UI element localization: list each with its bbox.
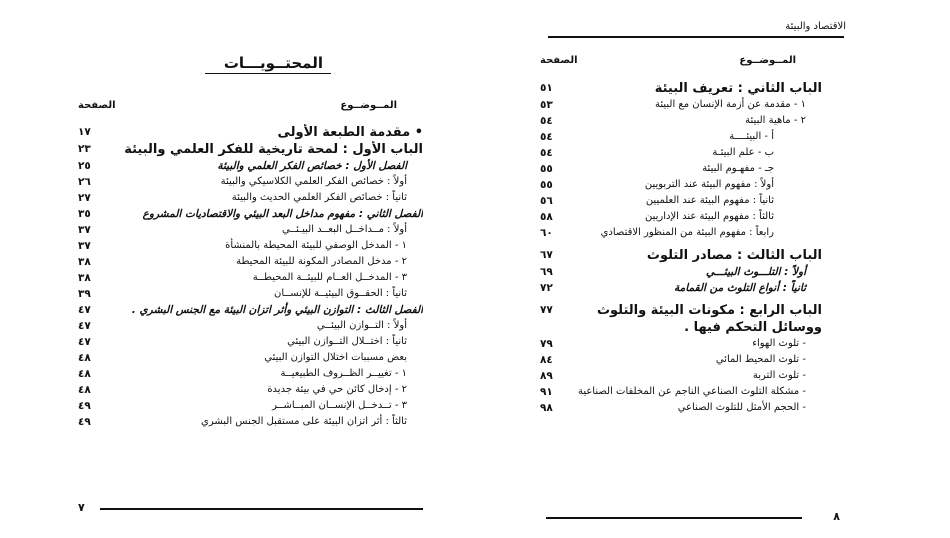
toc-entry: أولاً : مــداخــل البعــد البيـئــي ٣٧ — [78, 224, 407, 236]
toc-entry: الباب الثالث : مصادر التلوث ٦٧ — [540, 248, 822, 263]
toc-entry: ثالثاً : مفهوم البيئة عند الإداريين ٥٨ — [540, 211, 774, 223]
toc-entry: بعض مسببات اختلال التوازن البيئي ٤٨ — [78, 352, 407, 364]
toc-entry: ثانياً : الحقــوق البيئيــة للإنســان ٣٩ — [78, 288, 407, 300]
toc-entry: ١ - المدخل الوصفي للبيئة المحيطة بالمنشأة ٣٧ — [78, 240, 407, 252]
toc-entry: ٢ - إدخال كائن حي في بيئة جديدة ٤٨ — [78, 384, 407, 396]
bottom-rule-right — [546, 517, 802, 519]
bottom-rule-left — [100, 508, 423, 510]
toc-entry: رابعاً : مفهوم البيئة من المنظور الاقتصادي ٦٠ — [540, 227, 774, 239]
toc-entry: الفصل الثالث : التوازن البيئي وأثر اتزان البيئة مع الجنس البشري . ٤٧ — [78, 304, 423, 316]
toc-entry: ثانياً : مفهوم البيئة عند العلميين ٥٦ — [540, 195, 774, 207]
toc-entry: أولاً : مفهوم البيئة عند التربويين ٥٥ — [540, 179, 774, 191]
toc-entry: ٢ - ماهية البيئة ٥٤ — [540, 115, 806, 127]
header-topic: المــوضــوع — [340, 100, 397, 111]
title-underline — [205, 73, 331, 74]
header-page: الصفحة — [540, 55, 578, 66]
toc-entry: ثانياً : أنواع التلوث من القمامة ٧٢ — [540, 282, 806, 294]
toc-entry: جـ - مفهـوم البيئة ٥٥ — [540, 163, 774, 175]
left-page — [78, 0, 423, 538]
toc-entry: ٢ - مدخل المصادر المكونة للبيئة المحيطة ٣٨ — [78, 256, 407, 268]
top-rule-right — [548, 36, 844, 38]
toc-entry: • مقدمة الطبعة الأولى ١٧ — [78, 125, 423, 140]
page-number-left: ٧ — [78, 501, 85, 514]
column-headers — [540, 55, 822, 66]
toc-entry: أ - البيئــــة ٥٤ — [540, 131, 774, 143]
toc-entry: - مشكلة التلوث الصناعي الناجم عن المخلفات الصناعية ٩١ — [540, 386, 806, 398]
right-page — [540, 0, 846, 538]
toc-entry: أولاً : التلـــوث البيئـــي ٦٩ — [540, 266, 806, 278]
contents-title: المحتــويـــات — [223, 54, 323, 72]
toc-entry: ثالثاً : أثر اتزان البيئة على مستقبل الجنس البشري ٤٩ — [78, 416, 407, 428]
toc-entry: الباب الأول : لمحة تاريخية للفكر العلمي والبيئة ٢٣ — [78, 142, 423, 157]
toc-entry: الباب الثاني : تعريف البيئة ٥١ — [540, 81, 822, 96]
page-number-right: ٨ — [833, 510, 840, 523]
toc-entry: - الحجم الأمثل للتلوث الصناعي ٩٨ — [540, 402, 806, 414]
toc-entry: ثانياً : اختــلال التــوازن البيئي ٤٧ — [78, 336, 407, 348]
toc-entry: ٣ - تــدخــل الإنســان المبــاشــر ٤٩ — [78, 400, 407, 412]
toc-entry: - تلوث الهواء ٧٩ — [540, 338, 806, 350]
toc-entry: - تلوث التربة ٨٩ — [540, 370, 806, 382]
toc-entry: الفصل الثاني : مفهوم مداخل البعد البيئي والاقتصاديات المشروع ٣٥ — [78, 208, 423, 220]
toc-list-right — [540, 80, 822, 416]
toc-entry: - تلوث المحيط المائي ٨٤ — [540, 354, 806, 366]
toc-entry: ١ - تغييــر الظــروف الطبيعيــة ٤٨ — [78, 368, 407, 380]
toc-entry: الباب الرابع : مكونات البيئة والتلوث ووسائل التحكم فيها . ٧٧ — [540, 303, 822, 335]
toc-list-left — [78, 124, 423, 430]
column-headers — [78, 100, 423, 111]
toc-entry: أولاً : التــوازن البيئــي ٤٧ — [78, 320, 407, 332]
header-page: الصفحة — [78, 100, 116, 111]
header-topic: المــوضــوع — [739, 55, 796, 66]
toc-entry: ٣ - المدخــل العــام للبيئــة المحيطــة ٣٨ — [78, 272, 407, 284]
toc-entry: ١ - مقدمة عن أزمة الإنسان مع البيئة ٥٣ — [540, 99, 806, 111]
running-title: الاقتصاد والبيئة — [785, 21, 846, 32]
toc-entry: أولاً : خصائص الفكر العلمي الكلاسيكي والبيئة ٢٦ — [78, 176, 407, 188]
toc-entry: الفصل الأول : خصائص الفكر العلمي والبيئة ٢٥ — [78, 160, 407, 172]
toc-entry: ب - علم البيئـة ٥٤ — [540, 147, 774, 159]
toc-entry: ثانياً : خصائص الفكر العلمي الحديث والبيئة ٢٧ — [78, 192, 407, 204]
